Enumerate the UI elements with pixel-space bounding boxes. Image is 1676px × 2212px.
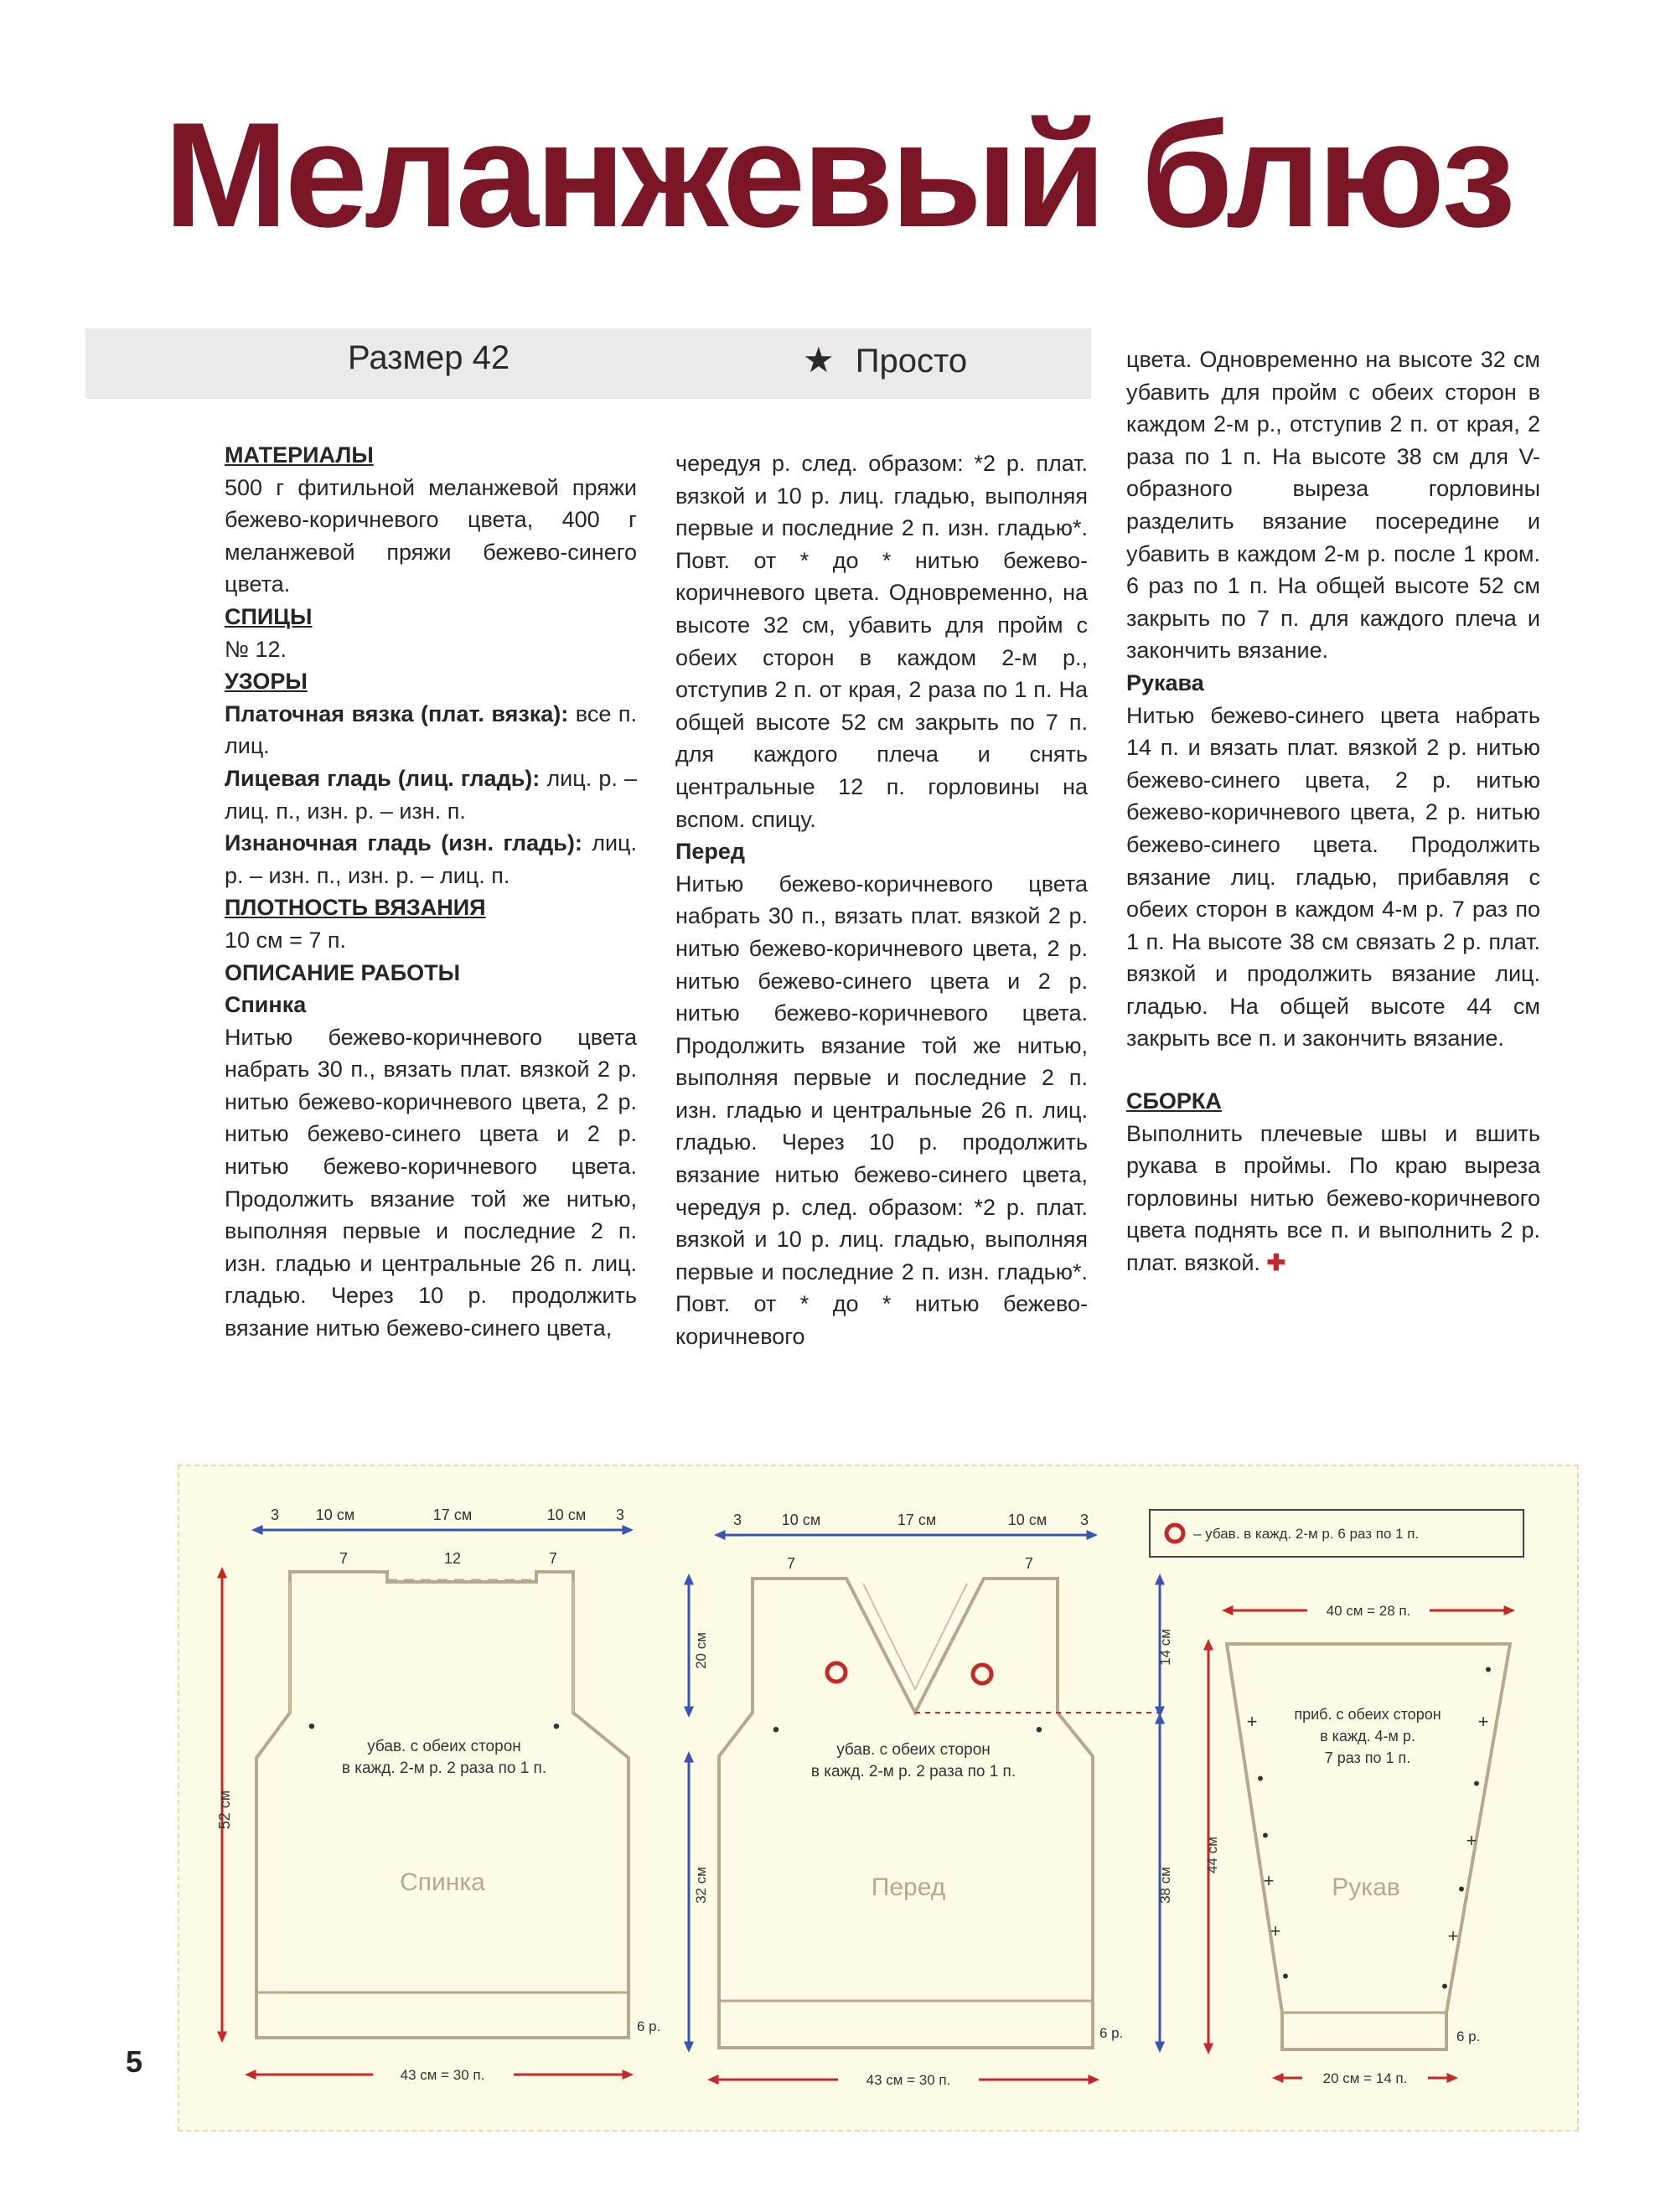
pattern-stockinette-text: лиц. р. – лиц. п., изн. р. – изн. п. bbox=[225, 765, 637, 824]
sleeve-inc-mark-l4: + bbox=[1263, 1870, 1275, 1891]
front-dec-mark-right: • bbox=[1035, 1718, 1043, 1741]
front-text-continued: цвета. Одновременно на высоте 32 см убавить для пройм с обеих сторон в каждом 2-м р., отступив 2 п. от края, 2 раза по 1 п. На высоте 38 см для V-образного выреза горловины разделить вязание посередине и убавить в каждом 2-м р. после 1 кром. 6 раз по 1 п. На общей высоте 52 см закрыть по 7 п. для каждого плеча и закончить вязание. bbox=[1126, 347, 1540, 664]
front-armhole-dim: 14 см bbox=[1157, 1629, 1173, 1666]
sleeve-inc-mark-l2: • bbox=[1257, 1768, 1264, 1789]
schema-legend bbox=[1150, 1510, 1523, 1557]
front-top-dim-5: 3 bbox=[1079, 1512, 1089, 1528]
sleeve-heading: Рукава bbox=[1126, 669, 1204, 695]
pattern-garter-name: Платочная вязка (плат. вязка): bbox=[225, 700, 569, 726]
front-neck-dim: 20 см bbox=[693, 1632, 709, 1669]
legend-text: – убав. в кажд. 2-м р. 6 раз по 1 п. bbox=[1193, 1526, 1420, 1542]
pattern-garter-text: все п. лиц. bbox=[225, 700, 637, 759]
difficulty-label: Просто bbox=[855, 343, 968, 380]
sleeve-inc-mark-r6: + bbox=[1447, 1925, 1459, 1946]
front-diagram bbox=[689, 1512, 1173, 2090]
front-note-2: в кажд. 2-м р. 2 раза по 1 п. bbox=[810, 1763, 1016, 1780]
sleeve-inc-mark-l5: + bbox=[1270, 1920, 1281, 1941]
front-dec-marker-left bbox=[827, 1663, 846, 1682]
front-dec-mark-left: • bbox=[772, 1718, 780, 1741]
back-top-dim-2: 10 см bbox=[315, 1507, 355, 1523]
front-label: Перед bbox=[871, 1873, 946, 1901]
sleeve-label: Рукав bbox=[1332, 1873, 1400, 1901]
pattern-reverse-name: Изнаночная гладь (изн. гладь): bbox=[225, 830, 582, 856]
size-label: Размер 42 bbox=[348, 339, 510, 376]
back-top-dim-1: 3 bbox=[270, 1507, 280, 1523]
back-band-label: 6 р. bbox=[637, 2018, 661, 2034]
materials-text: 500 г фитильной меланжевой пряжи бежево-коричневого цвета, 400 г меланжевой пряжи бежево-синего цвета. bbox=[225, 474, 637, 597]
pattern-stockinette-name: Лицевая гладь (лиц. гладь): bbox=[225, 765, 541, 791]
sleeve-inc-mark-r5: • bbox=[1458, 1879, 1465, 1899]
sleeve-inc-mark-r3: • bbox=[1473, 1773, 1480, 1794]
back-stitch-1: 7 bbox=[339, 1550, 349, 1567]
front-text: Нитью бежево-коричневого цвета набрать 30 п., вязать плат. вязкой 2 р. нитью бежево-коричневого цвета, 2 р. нитью бежево-синего цвета и 2 р. нитью бежево-коричневого цвета. Продолжить вязание той же нитью, выполняя первые и последние 2 п. изн. гладью и центральные 26 п. лиц. гладью. Через 10 р. продолжить вязание нитью бежево-синего цвета, чередуя р. след. образом: *2 р. плат. вязкой и 10 р. лиц. гладью, выполняя первые и последние 2 п. изн. гладью*. Повт. от * до * нитью бежево-коричневого bbox=[675, 871, 1088, 1350]
sleeve-note-1: приб. с обеих сторон bbox=[1294, 1706, 1441, 1723]
front-top-dim-2: 10 см bbox=[781, 1512, 821, 1528]
density-text: 10 см = 7 п. bbox=[225, 927, 347, 953]
back-note-1: убав. с обеих сторон bbox=[367, 1738, 521, 1755]
back-dec-mark-right: • bbox=[552, 1715, 561, 1738]
back-top-dim-4: 10 см bbox=[546, 1507, 587, 1523]
front-note-1: убав. с обеих сторон bbox=[836, 1741, 991, 1759]
front-width-dim: 43 см = 30 п. bbox=[866, 2072, 951, 2088]
needles-heading: СПИЦЫ bbox=[225, 603, 313, 629]
back-note-2: в кажд. 2-м р. 2 раза по 1 п. bbox=[341, 1760, 547, 1777]
pattern-reverse-text: лиц. р. – изн. п., изн. р. – лиц. п. bbox=[225, 830, 637, 888]
back-top-dim-5: 3 bbox=[615, 1507, 625, 1523]
front-stitch-1: 7 bbox=[786, 1555, 796, 1572]
back-top-dim-3: 17 см bbox=[432, 1507, 473, 1523]
sleeve-height-dim: 44 см bbox=[1204, 1837, 1220, 1873]
sleeve-inc-mark-r4: + bbox=[1466, 1830, 1477, 1851]
sleeve-inc-mark-l6: • bbox=[1282, 1966, 1289, 1987]
front-top-dim-3: 17 см bbox=[897, 1512, 937, 1528]
needles-text: № 12. bbox=[225, 636, 287, 662]
sleeve-note-3: 7 раз по 1 п. bbox=[1324, 1749, 1411, 1766]
front-heading: Перед bbox=[675, 839, 746, 865]
front-stitch-2: 7 bbox=[1024, 1555, 1034, 1572]
materials-heading: МАТЕРИАЛЫ bbox=[225, 442, 374, 468]
density-heading: ПЛОТНОСТЬ ВЯЗАНИЯ bbox=[225, 895, 486, 921]
sleeve-note-2: в кажд. 4-м р. bbox=[1320, 1728, 1415, 1744]
sleeve-band-label: 6 р. bbox=[1456, 2029, 1481, 2044]
back-height-dim: 52 см bbox=[216, 1790, 233, 1830]
page-number: 5 bbox=[126, 2044, 143, 2079]
description-heading: ОПИСАНИЕ РАБОТЫ bbox=[225, 959, 461, 985]
sleeve-inc-mark-r7: • bbox=[1441, 1976, 1448, 1997]
back-heading: Спинка bbox=[225, 992, 307, 1018]
back-stitch-3: 7 bbox=[548, 1550, 558, 1567]
assembly-body: Выполнить плечевые швы и вшить рукава в проймы. По краю выреза горловины нитью бежево-коричневого цвета поднять все п. и выполнить 2 р. плат. вязкой. bbox=[1126, 1120, 1540, 1276]
assembly-heading: СБОРКА bbox=[1126, 1088, 1222, 1114]
front-top-dim-1: 3 bbox=[732, 1512, 742, 1528]
sleeve-inc-mark-r1: • bbox=[1485, 1659, 1492, 1680]
sleeve-top-dim: 40 см = 28 п. bbox=[1326, 1603, 1411, 1619]
front-dec-marker-right bbox=[973, 1665, 991, 1683]
back-dec-mark-left: • bbox=[308, 1715, 316, 1738]
patterns-heading: УЗОРЫ bbox=[225, 669, 308, 695]
back-text-continued: чередуя р. след. образом: *2 р. плат. вязкой и 10 р. лиц. гладью, выполняя первые и последние 2 п. изн. гладью*. Повт. от * до * нитью бежево-коричневого цвета. Одновременно, на высоте 32 см, убавить для пройм с обеих сторон в каждом 2-м р., отступив 2 п. от края, 2 раза по 1 п. На общей высоте 52 см закрыть по 7 п. для каждого плеча и снять центральные 12 п. горловины на вспом. спицу. bbox=[675, 451, 1088, 832]
front-band-label: 6 р. bbox=[1099, 2025, 1124, 2041]
cross-icon: ✚ bbox=[1266, 1250, 1286, 1276]
sleeve-inc-mark-r2: + bbox=[1477, 1711, 1489, 1732]
page-title: Меланжевый блюз bbox=[163, 91, 1513, 258]
sleeve-width-dim: 20 см = 14 п. bbox=[1322, 2070, 1408, 2086]
sleeve-text: Нитью бежево-синего цвета набрать 14 п. и вязать плат. вязкой 2 р. нитью бежево-синего цвета, 2 р. нитью бежево-коричневого цвета, 2 р. нитью бежево-синего цвета. Продолжить вязание лиц. гладью, прибавляя с обеих сторон в каждом 4-м р. 7 раз по 1 п. На высоте 38 см связать 2 р. плат. вязкой и продолжить вязание лиц. гладью. На общей высоте 44 см закрыть все п. и закончить вязание. bbox=[1126, 702, 1540, 1052]
back-stitch-2: 12 bbox=[443, 1550, 462, 1567]
back-label: Спинка bbox=[400, 1868, 485, 1896]
front-top-dim-4: 10 см bbox=[1007, 1512, 1048, 1528]
front-lower-dim: 32 см bbox=[693, 1867, 709, 1904]
sleeve-inc-mark-l3: • bbox=[1262, 1825, 1269, 1846]
sleeve-diagram bbox=[1204, 1600, 1510, 2088]
front-neck-inner bbox=[863, 1584, 967, 1689]
star-icon: ★ bbox=[803, 340, 835, 380]
front-outline bbox=[719, 1579, 1093, 2048]
back-diagram bbox=[216, 1507, 660, 2085]
back-text: Нитью бежево-коричневого цвета набрать 30 п., вязать плат. вязкой 2 р. нитью бежево-коричневого цвета, 2 р. нитью бежево-синего цвета и 2 р. нитью бежево-коричневого цвета. Продолжить вязание той же нитью, выполняя первые и последние 2 п. изн. гладью и центральные 26 п. лиц. гладью. Через 10 р. продолжить вязание нитью бежево-синего цвета, bbox=[225, 1024, 637, 1341]
front-right-dim: 38 см bbox=[1157, 1867, 1173, 1904]
back-width-dim: 43 см = 30 п. bbox=[400, 2067, 485, 2083]
sleeve-inc-mark-l1: + bbox=[1246, 1711, 1258, 1732]
